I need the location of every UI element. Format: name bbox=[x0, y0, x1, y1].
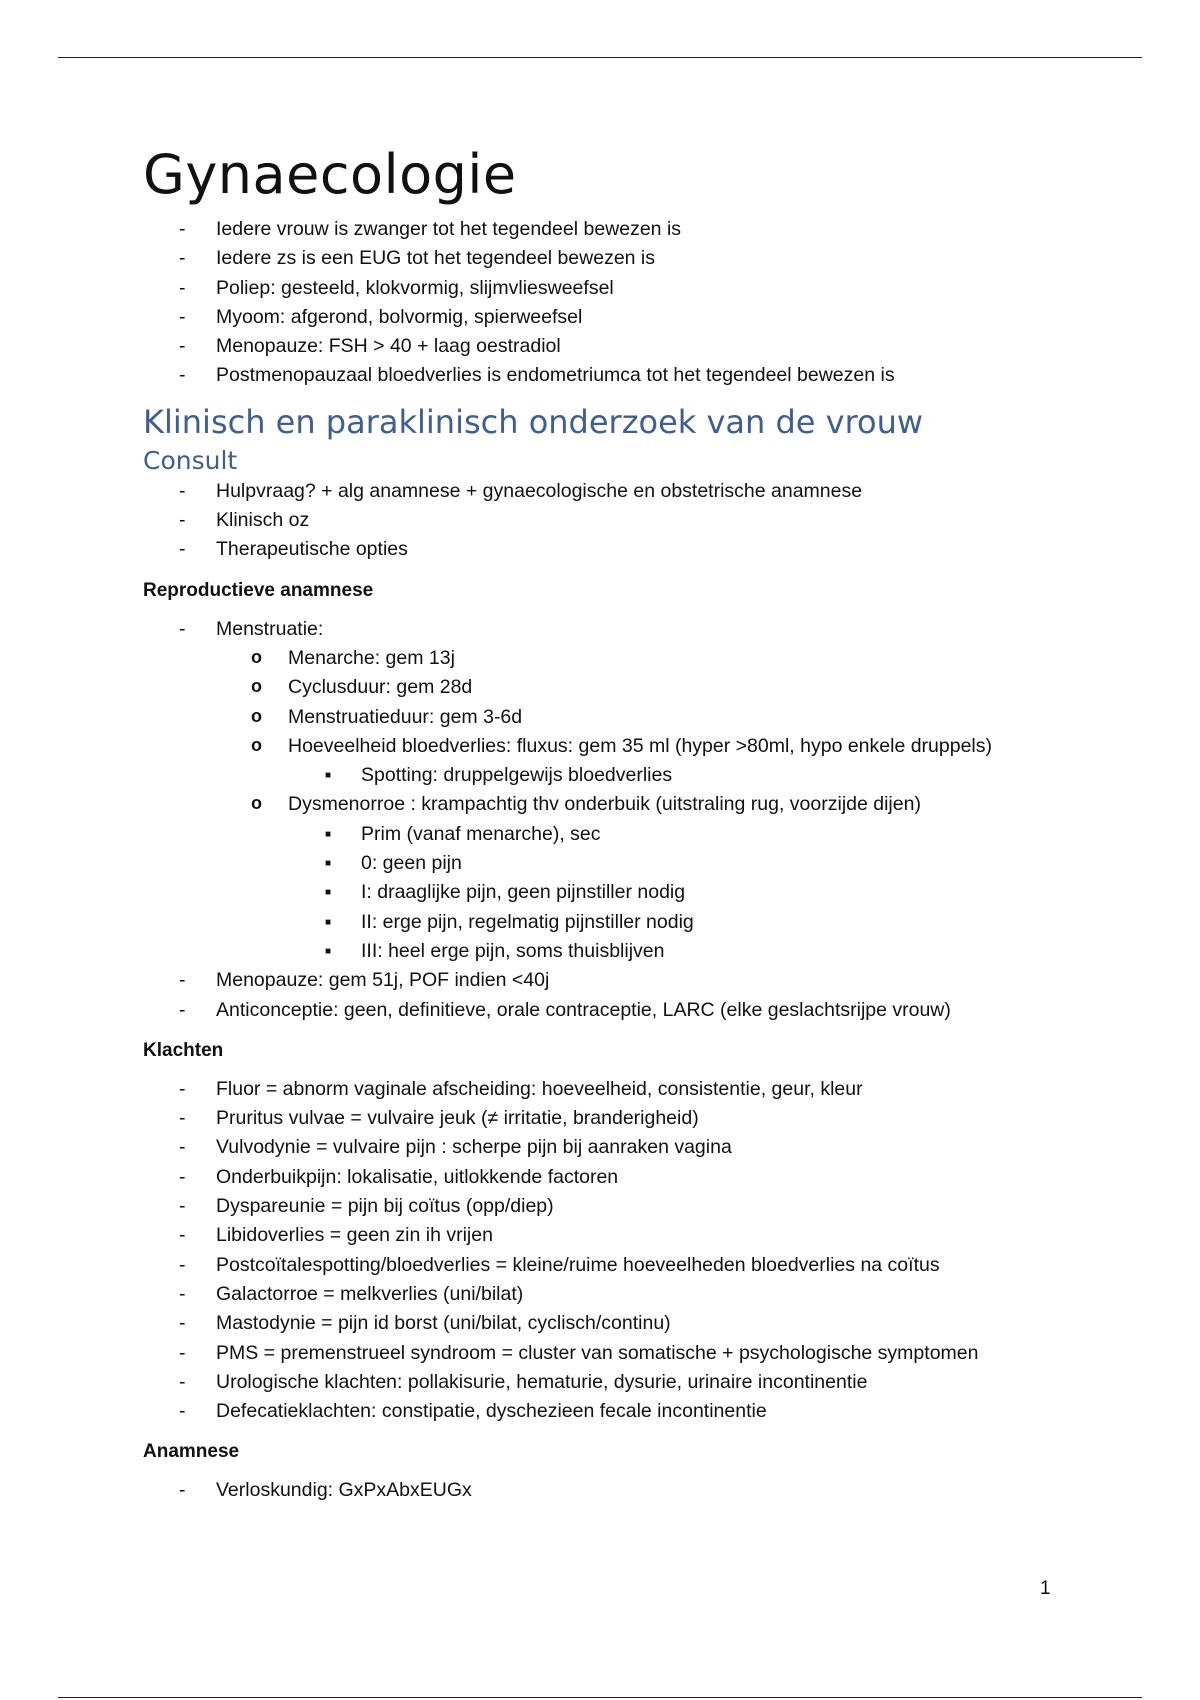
document-body bbox=[143, 135, 1083, 1506]
list-item: - Onderbuikpijn: lokalisatie, uitlokkende factoren bbox=[143, 1163, 1083, 1192]
list-item: - Iedere vrouw is zwanger tot het tegendeel bewezen is bbox=[143, 215, 1083, 244]
section-heading: Klinisch en paraklinisch onderzoek van de vrouw bbox=[143, 402, 924, 441]
list-item: - Galactorroe = melkverlies (uni/bilat) bbox=[143, 1280, 1083, 1309]
list-item: - Vulvodynie = vulvaire pijn : scherpe pijn bij aanraken vagina bbox=[143, 1133, 1083, 1162]
dysmenorrhea-sublist bbox=[288, 820, 1083, 966]
list-item: ■ III: heel erge pijn, soms thuisblijven bbox=[143, 937, 1083, 966]
complaints-list bbox=[143, 1075, 1083, 1427]
reproductive-list bbox=[143, 615, 1083, 1025]
list-item: - Libidoverlies = geen zin ih vrijen bbox=[143, 1221, 1083, 1250]
list-item: - Poliep: gesteeld, klokvormig, slijmvliesweefsel bbox=[143, 274, 1083, 303]
reproductive-heading: Reproductieve anamnese bbox=[143, 579, 374, 601]
list-item: ■ I: draaglijke pijn, geen pijnstiller nodig bbox=[143, 878, 1083, 907]
list-item: ■ Spotting: druppelgewijs bloedverlies bbox=[143, 761, 1083, 790]
anamnesis-heading: Anamnese bbox=[143, 1441, 240, 1463]
list-item: o Menarche: gem 13j bbox=[143, 644, 1083, 673]
list-item bbox=[143, 615, 1083, 967]
list-item: - Postmenopauzaal bloedverlies is endometriumca tot het tegendeel bewezen is bbox=[143, 361, 1083, 390]
list-item: - Klinisch oz bbox=[143, 506, 1083, 535]
consult-list bbox=[143, 477, 1083, 565]
page-number: 1 bbox=[1040, 1578, 1051, 1599]
list-item bbox=[143, 732, 1083, 791]
list-item: - Menopauze: FSH > 40 + laag oestradiol bbox=[143, 332, 1083, 361]
list-item: - Defecatieklachten: constipatie, dyschezieen fecale incontinentie bbox=[143, 1397, 1083, 1426]
list-item: - Anticonceptie: geen, definitieve, orale contraceptie, LARC (elke geslachtsrijpe vrouw) bbox=[143, 996, 1083, 1025]
menstruation-sublist bbox=[216, 644, 1083, 966]
list-item: - Myoom: afgerond, bolvormig, spierweefsel bbox=[143, 303, 1083, 332]
anamnesis-list bbox=[143, 1476, 1083, 1505]
header-rule bbox=[58, 57, 1142, 58]
list-item: - Fluor = abnorm vaginale afscheiding: hoeveelheid, consistentie, geur, kleur bbox=[143, 1075, 1083, 1104]
list-item: - Therapeutische opties bbox=[143, 535, 1083, 564]
blood-loss-text: Hoeveelheid bloedverlies: fluxus: gem 35 ml (hyper >80ml, hypo enkele druppels) bbox=[288, 734, 993, 757]
list-item: o Cyclusduur: gem 28d bbox=[143, 673, 1083, 702]
blood-loss-sublist bbox=[288, 761, 1083, 790]
list-item: - Postcoïtalespotting/bloedverlies = kleine/ruime hoeveelheden bloedverlies na coïtus bbox=[143, 1251, 1083, 1280]
list-item: o Menstruatieduur: gem 3-6d bbox=[143, 703, 1083, 732]
list-item: ■ 0: geen pijn bbox=[143, 849, 1083, 878]
list-item: - Hulpvraag? + alg anamnese + gynaecologische en obstetrische anamnese bbox=[143, 477, 1083, 506]
list-item: - Dyspareunie = pijn bij coïtus (opp/diep) bbox=[143, 1192, 1083, 1221]
list-item: ■ II: erge pijn, regelmatig pijnstiller nodig bbox=[143, 908, 1083, 937]
list-item: - Mastodynie = pijn id borst (uni/bilat, cyclisch/continu) bbox=[143, 1309, 1083, 1338]
subsection-heading: Consult bbox=[143, 445, 238, 475]
complaints-heading: Klachten bbox=[143, 1039, 224, 1061]
menstruation-label: Menstruatie: bbox=[216, 617, 324, 640]
intro-list bbox=[143, 215, 1083, 391]
list-item: - Iedere zs is een EUG tot het tegendeel bewezen is bbox=[143, 244, 1083, 273]
list-item: - Urologische klachten: pollakisurie, hematurie, dysurie, urinaire incontinentie bbox=[143, 1368, 1083, 1397]
document-title: Gynaecologie bbox=[143, 143, 517, 206]
dysmenorrhea-text: Dysmenorroe : krampachtig thv onderbuik (uitstraling rug, voorzijde dijen) bbox=[288, 793, 921, 816]
list-item: ■ Prim (vanaf menarche), sec bbox=[143, 820, 1083, 849]
footer-rule bbox=[58, 1697, 1142, 1698]
list-item bbox=[143, 790, 1083, 966]
list-item: - Menopauze: gem 51j, POF indien <40j bbox=[143, 966, 1083, 995]
list-item: - Verloskundig: GxPxAbxEUGx bbox=[143, 1476, 1083, 1505]
list-item: - Pruritus vulvae = vulvaire jeuk (≠ irritatie, branderigheid) bbox=[143, 1104, 1083, 1133]
list-item: - PMS = premenstrueel syndroom = cluster van somatische + psychologische symptomen bbox=[143, 1339, 1083, 1368]
